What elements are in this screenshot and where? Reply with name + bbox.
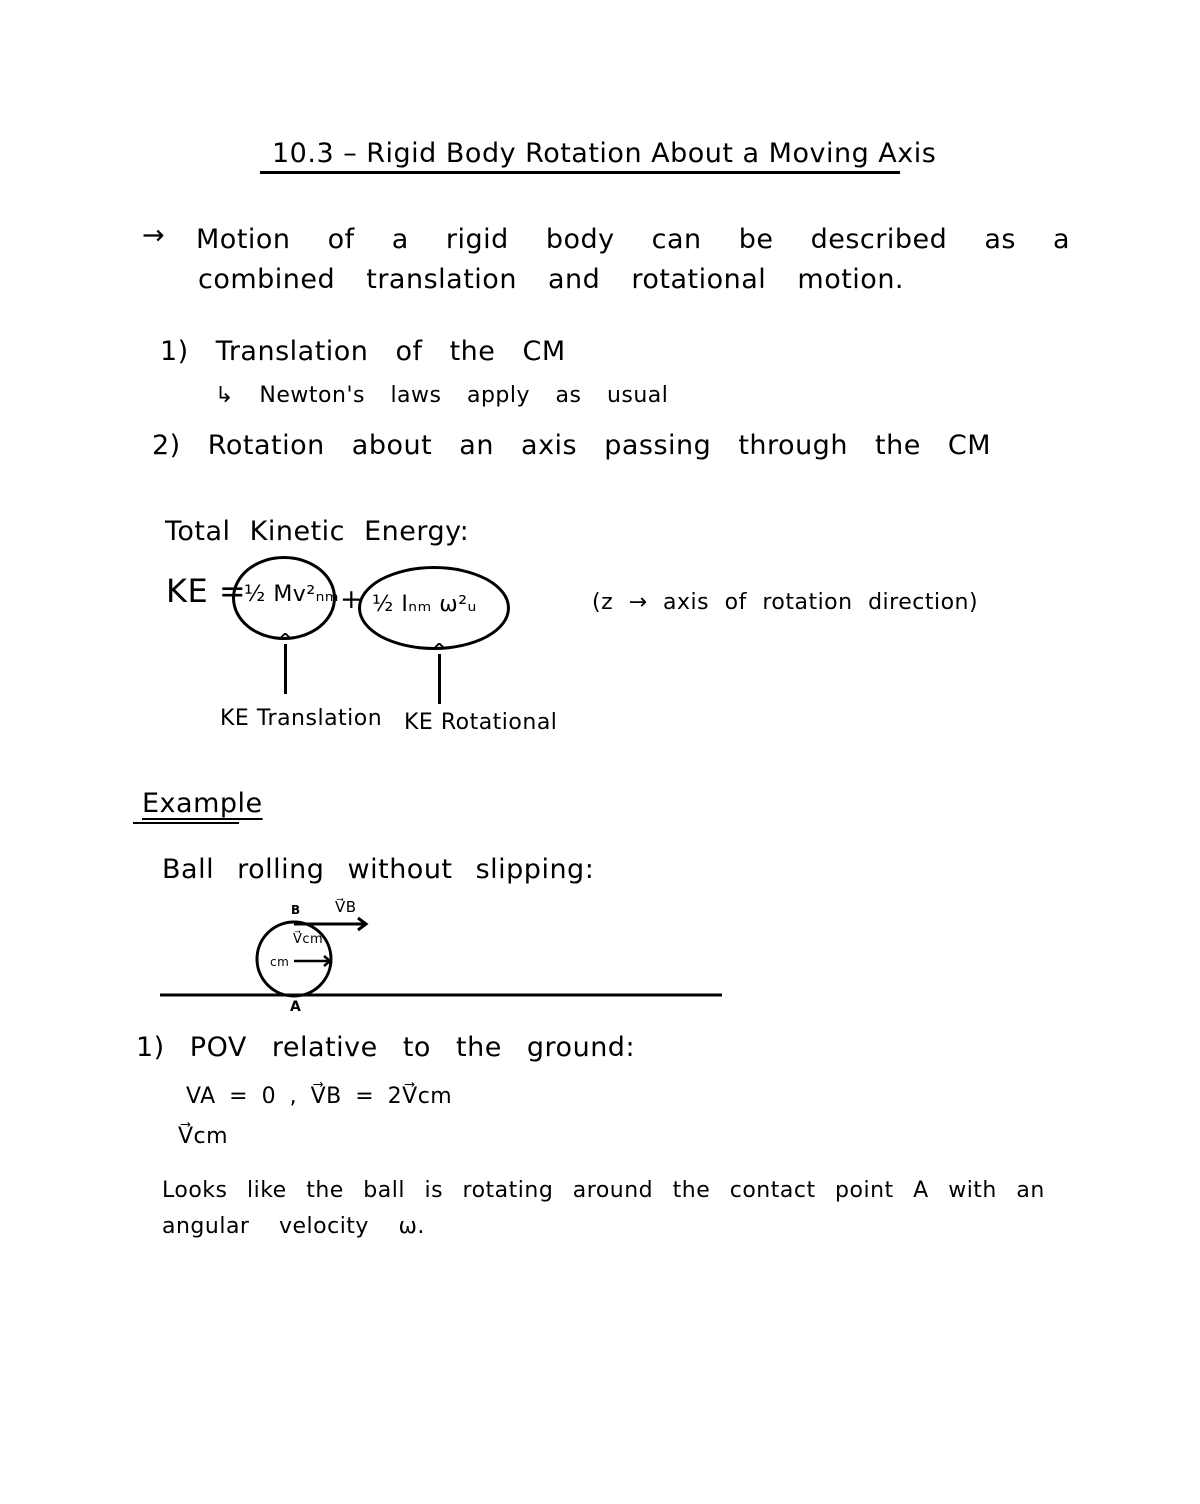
conclusion-line-1: Looks like the ball is rotating around the contact point A with an: [162, 1178, 1045, 1203]
plus-sign: +: [340, 584, 364, 615]
page-title: 10.3 – Rigid Body Rotation About a Moving Axis: [272, 138, 937, 169]
intro-line-1: Motion of a rigid body can be described as a: [196, 224, 1071, 255]
intro-arrow-icon: →: [142, 220, 166, 251]
label-a: A: [290, 999, 302, 1015]
example-sentence: Ball rolling without slipping:: [162, 854, 595, 885]
label-ke-translation: KE Translation: [220, 706, 383, 731]
label-vcm: V⃗cm: [293, 932, 324, 947]
label-ke-rotational: KE Rotational: [404, 710, 558, 735]
conclusion-line-2: angular velocity ω.: [162, 1214, 425, 1239]
arrowhead-rotational-icon: ^: [430, 640, 449, 665]
equation-1: VA = 0 , V⃗B = 2V⃗cm: [186, 1084, 453, 1109]
intro-line-2: combined translation and rotational motion.: [198, 264, 905, 295]
ke-label: KE =: [166, 572, 247, 610]
label-b: B: [291, 903, 301, 917]
point-1-sub: ↳ Newton's laws apply as usual: [215, 383, 669, 408]
example-heading: Example: [142, 788, 263, 819]
label-cm: cm: [270, 955, 290, 969]
ke-term-1: ½ Mv²ₙₘ: [244, 582, 340, 607]
equation-2: V⃗cm: [178, 1124, 229, 1149]
point-1: 1) Translation of the CM: [160, 336, 566, 367]
kinetic-heading: Total Kinetic Energy:: [165, 516, 470, 547]
axis-note: (z → axis of rotation direction): [592, 590, 979, 615]
ke-term-2: ½ Iₙₘ ω²ᵤ: [372, 592, 477, 617]
pov-heading: 1) POV relative to the ground:: [136, 1032, 636, 1063]
label-vb: V⃗B: [335, 898, 357, 916]
arrowhead-translation-icon: ^: [276, 630, 295, 655]
point-2: 2) Rotation about an axis passing through the CM: [152, 430, 992, 461]
